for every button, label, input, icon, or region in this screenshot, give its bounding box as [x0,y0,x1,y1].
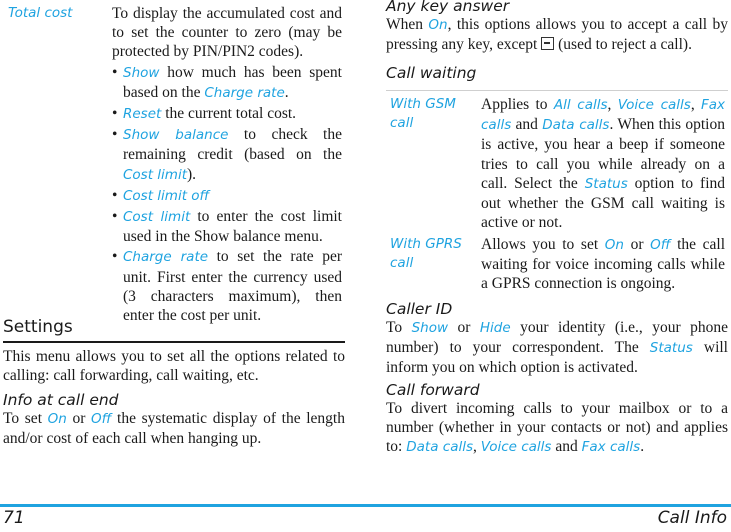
settings-divider [3,341,345,343]
option-show: Show [123,64,160,81]
total-cost-intro: To display the accumulated cost and to set the counter to zero (may be protected by PIN/PIN2 codes). [112,5,342,61]
settings-text: This menu allows you to set all the options related to calling: call forwarding, call waiting, etc. [3,348,345,385]
list-item: • Show balance to check the remaining credit (based on the Cost limit). [112,125,342,185]
any-key-answer-text: When On, this options allows you to accept a call by pressing any key, except (used to reject a call). [386,16,728,54]
with-gprs-call-label: With GPRS call [390,236,462,271]
option-cost-limit-off: Cost limit off [123,187,210,204]
total-cost-description [112,4,342,325]
call-waiting-divider [386,90,728,91]
list-item [112,186,342,206]
total-cost-options [112,63,342,326]
info-at-call-end-text: To set On or Off the systematic display of the length and/or cost of each call when hanging up. [3,410,345,448]
list-item: • Reset the current total cost. [112,104,342,124]
call-forward-title: Call forward [386,381,480,399]
option-charge-rate: Charge rate [123,249,209,266]
caller-id-text: To Show or Hide your identity (i.e., your phone number) to your correspondent. The Status will inform you on which option is activated. [386,319,729,377]
call-waiting-title: Call waiting [386,64,477,82]
option-cost-limit: Cost limit [123,209,191,226]
section-title: Call Info [657,508,727,528]
footer-divider [0,504,731,507]
option-reset: Reset [123,106,162,123]
with-gprs-call-text: Allows you to set On or Off the call waiting for voice incoming calls while a GPRS connection is ongoing. [481,236,725,293]
option-show-balance: Show balance [123,127,229,144]
list-item: • Charge rate to set the rate per unit. First enter the currency used (3 characters maximum), then enter the cost per unit. [112,247,342,325]
caller-id-title: Caller ID [386,300,453,318]
hang-up-key-icon [541,37,554,50]
page-number: 71 [3,508,25,528]
any-key-answer-title: Any key answer [386,0,510,15]
list-item: • Cost limit to enter the cost limit used in the Show balance menu. [112,207,342,246]
call-forward-text: To divert incoming calls to your mailbox or to a number (whether in your contacts or not) and applies to: Data calls, Voice calls and Fax calls. [386,400,728,456]
info-at-call-end-title: Info at call end [3,391,119,409]
with-gsm-call-text: Applies to All calls, Voice calls, Fax calls and Data calls. When this option is active, you hear a beep if someone tries to call you while already on a call. Select the Status option to find out whether the GSM call waiting is active or not. [481,96,726,232]
with-gsm-call-label: With GSM call [390,96,456,131]
list-item: • Show how much has been spent based on the Charge rate. [112,63,342,103]
total-cost-label: Total cost [8,5,73,21]
settings-title: Settings [3,317,73,337]
